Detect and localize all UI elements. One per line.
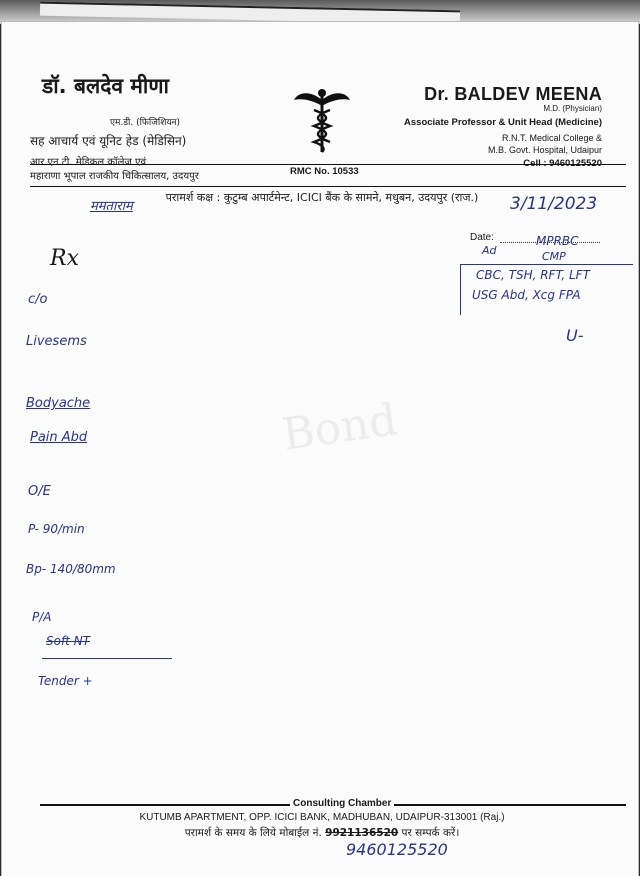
note-left-8: P/A [32,610,52,624]
mobile-prefix: परामर्श के समय के लिये मोबाईल नं. [184,827,322,839]
footer-mobile-line [2,826,640,840]
note-right-1: Ad [482,244,497,257]
patient-name: ममताराम [90,199,133,214]
note-right-5: USG Abd, Xcg FPA [472,288,581,302]
note-left-2: Livesems [26,334,87,349]
note-left-3: Bodyache [26,396,91,411]
note-left-1: c/o [28,292,48,307]
rmc-number: RMC No. 10533 [290,166,359,177]
paper-edge [40,2,460,25]
footer-address: KUTUMB APARTMENT, OPP. ICICI BANK, MADHUBAN, UDAIPUR-313001 (Raj.) [139,812,505,823]
note-left-5: O/E [28,484,51,499]
note-left-10: Tender + [38,674,93,688]
date-handwritten: 3/11/2023 [510,194,598,214]
chamber-address-line: परामर्श कक्ष : कुटुम्ब अपार्टमेन्ट, ICICI बैंक के सामने, मधुबन, उदयपुर (राज.) [165,191,479,204]
english-cell: Cell : 9460125520 [523,158,602,169]
hindi-college-line-2: महाराणा भूपाल राजकीय चिकित्सालय, उदयपुर [30,171,199,182]
english-college-line-2: M.B. Govt. Hospital, Udaipur [487,145,602,155]
note-right-4: CBC, TSH, RFT, LFT [476,268,590,282]
mobile-handwritten: 9460125520 [346,840,448,859]
note-left-9: Soft NT [46,634,91,648]
english-role: Associate Professor & Unit Head (Medicine) [404,117,602,128]
note-left-6: P- 90/min [28,522,85,536]
note-left-7: Bp- 140/80mm [26,562,116,576]
prescription-sheet [2,22,638,876]
note-left-4: Pain Abd [30,430,88,445]
hindi-college-line-1: आर.एन.टी. मेडिकल कॉलेज एवं [30,157,147,168]
note-underline [42,658,172,659]
english-college-line-1: R.N.T. Medical College & [501,133,602,143]
hindi-doctor-name: डॉ. बलदेव मीणा [42,74,169,98]
date-label: Date: [470,232,494,243]
english-doctor-name: Dr. BALDEV MEENA [424,84,602,104]
note-right-6: U- [566,326,584,345]
header-rule-bottom [30,186,626,187]
rx-symbol: Rx [50,246,79,271]
hindi-role: सह आचार्य एवं यूनिट हेड (मेडिसिन) [30,134,187,148]
footer-title: Consulting Chamber [290,798,394,809]
note-right-3: CMP [542,250,566,263]
mobile-suffix: पर सम्पर्क करें। [401,827,460,839]
top-edge [0,0,640,24]
hindi-degree: एम.डी. (फिजिशियन) [110,118,181,128]
note-right-2: MPRBC [536,234,579,248]
caduceus-icon [292,86,352,156]
header-rule-top [30,164,626,165]
mobile-struck: 9921136520 [325,827,399,839]
watermark: Bond [279,394,401,461]
english-degree: M.D. (Physician) [543,104,602,113]
